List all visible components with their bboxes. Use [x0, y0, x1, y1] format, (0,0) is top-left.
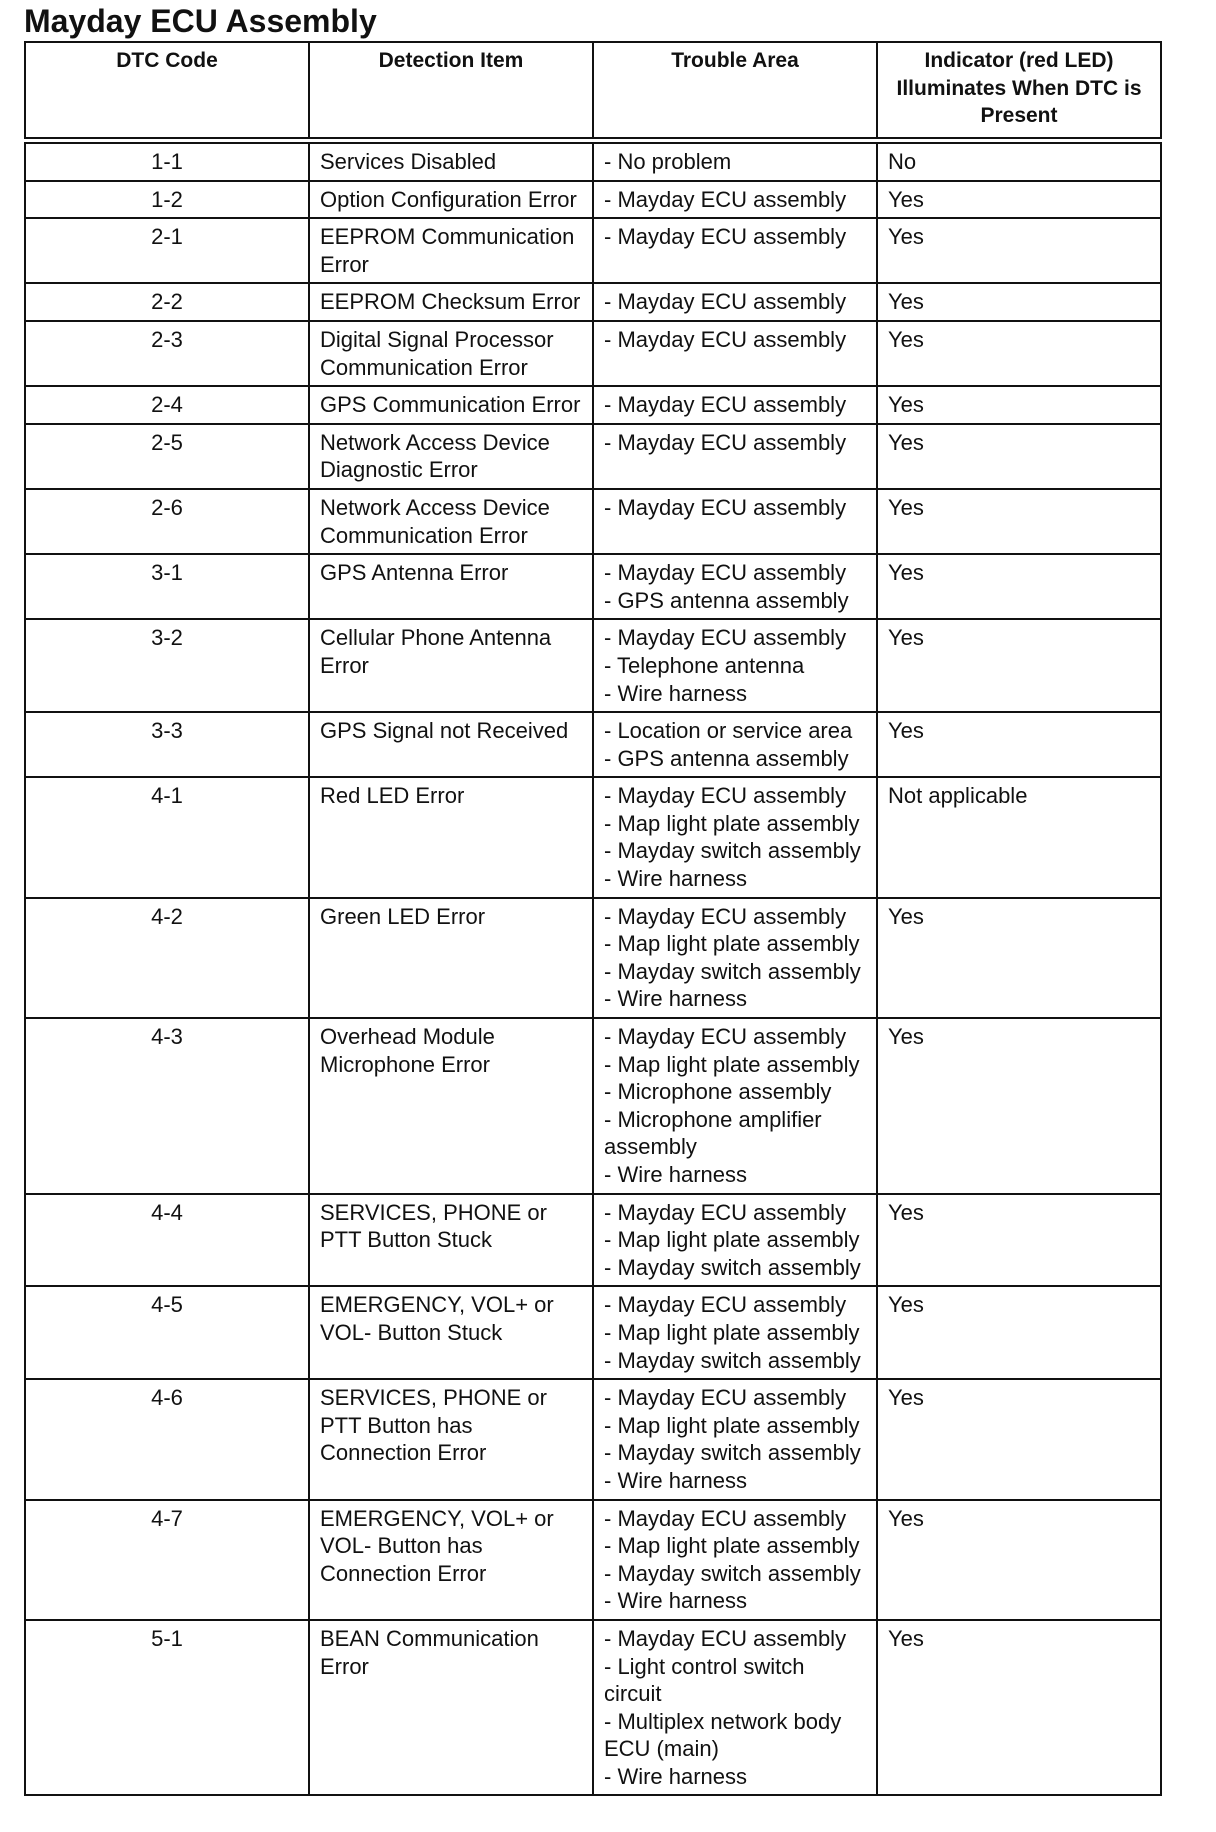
indicator-cell: No [877, 141, 1161, 181]
indicator-cell: Yes [877, 1379, 1161, 1499]
trouble-area-cell [593, 1194, 877, 1287]
trouble-area-cell [593, 386, 877, 424]
trouble-area-cell [593, 619, 877, 712]
trouble-area-line: - Mayday ECU assembly [604, 429, 847, 455]
trouble-area-cell [593, 321, 877, 386]
dtc-code-cell: 2-3 [25, 321, 309, 386]
detection-item-cell: SERVICES, PHONE or PTT Button has Connection Error [309, 1379, 593, 1499]
indicator-cell: Yes [877, 1194, 1161, 1287]
detection-item-cell: Red LED Error [309, 777, 593, 897]
trouble-area-line: - Microphone amplifier assembly [604, 1106, 822, 1160]
document-title: Mayday ECU Assembly [24, 3, 377, 39]
dtc-code-cell: 4-3 [25, 1018, 309, 1194]
trouble-area-line: - Mayday ECU assembly [604, 186, 847, 212]
column-header-detection-item: Detection Item [309, 42, 593, 141]
dtc-code-cell: 4-1 [25, 777, 309, 897]
table-row [25, 1018, 1161, 1194]
trouble-area-line: - Map light plate assembly [604, 810, 860, 836]
trouble-area-line: - Wire harness [604, 1467, 748, 1493]
table-row [25, 1500, 1161, 1620]
trouble-area-line: - Mayday ECU assembly [604, 1505, 847, 1531]
indicator-cell: Yes [877, 898, 1161, 1018]
trouble-area-line: - Map light plate assembly [604, 1533, 860, 1559]
trouble-area-line: - Mayday ECU assembly [604, 494, 847, 520]
trouble-area-line: - Map light plate assembly [604, 1051, 860, 1077]
trouble-area-line: - Mayday switch assembly [604, 1254, 861, 1280]
trouble-area-line: - Wire harness [604, 1763, 748, 1789]
indicator-cell: Yes [877, 321, 1161, 386]
dtc-table [24, 41, 1162, 1796]
table-row [25, 1194, 1161, 1287]
trouble-area-line: - Map light plate assembly [604, 1227, 860, 1253]
dtc-code-cell: 5-1 [25, 1620, 309, 1796]
table-row [25, 141, 1161, 181]
dtc-code-cell: 2-1 [25, 218, 309, 283]
trouble-area-line: - Mayday ECU assembly [604, 625, 847, 651]
trouble-area-cell [593, 898, 877, 1018]
table-header-row [25, 42, 1161, 141]
table-row [25, 489, 1161, 554]
trouble-area-line: - GPS antenna assembly [604, 745, 849, 771]
table-row [25, 321, 1161, 386]
column-header-indicator: Indicator (red LED) Illuminates When DTC is Present [877, 42, 1161, 141]
dtc-code-cell: 1-2 [25, 181, 309, 219]
table-row [25, 424, 1161, 489]
trouble-area-line: - Wire harness [604, 680, 748, 706]
dtc-code-cell: 4-6 [25, 1379, 309, 1499]
trouble-area-line: - Mayday switch assembly [604, 1440, 861, 1466]
dtc-code-cell: 3-3 [25, 712, 309, 777]
table-row [25, 283, 1161, 321]
trouble-area-line: - Mayday ECU assembly [604, 560, 847, 586]
trouble-area-cell [593, 712, 877, 777]
detection-item-cell: Network Access Device Communication Error [309, 489, 593, 554]
detection-item-cell: GPS Signal not Received [309, 712, 593, 777]
trouble-area-cell [593, 181, 877, 219]
detection-item-cell: EMERGENCY, VOL+ or VOL- Button has Connection Error [309, 1500, 593, 1620]
trouble-area-line: - Mayday ECU assembly [604, 224, 847, 250]
dtc-code-cell: 4-4 [25, 1194, 309, 1287]
table-row [25, 619, 1161, 712]
indicator-cell: Yes [877, 489, 1161, 554]
trouble-area-cell [593, 1500, 877, 1620]
table-row [25, 1379, 1161, 1499]
dtc-code-cell: 2-5 [25, 424, 309, 489]
detection-item-cell: Option Configuration Error [309, 181, 593, 219]
table-row [25, 712, 1161, 777]
column-header-dtc-code: DTC Code [25, 42, 309, 141]
trouble-area-line: - Map light plate assembly [604, 931, 860, 957]
table-row [25, 218, 1161, 283]
trouble-area-line: - Microphone assembly [604, 1079, 832, 1105]
trouble-area-line: - Wire harness [604, 1162, 748, 1187]
detection-item-cell: EEPROM Communication Error [309, 218, 593, 283]
indicator-cell: Not applicable [877, 777, 1161, 897]
indicator-cell: Yes [877, 1286, 1161, 1379]
indicator-cell: Yes [877, 712, 1161, 777]
trouble-area-cell [593, 554, 877, 619]
detection-item-cell: Network Access Device Diagnostic Error [309, 424, 593, 489]
trouble-area-line: - Mayday ECU assembly [604, 1199, 847, 1225]
detection-item-cell: GPS Antenna Error [309, 554, 593, 619]
trouble-area-cell [593, 1286, 877, 1379]
trouble-area-line: - Mayday ECU assembly [604, 1024, 847, 1050]
trouble-area-line: - Mayday ECU assembly [604, 1625, 847, 1651]
trouble-area-cell [593, 1018, 877, 1194]
table-row [25, 1286, 1161, 1379]
indicator-cell: Yes [877, 619, 1161, 712]
trouble-area-line: - Mayday ECU assembly [604, 1385, 847, 1411]
trouble-area-line: - Telephone antenna [604, 652, 805, 678]
table-row [25, 554, 1161, 619]
table-body [25, 141, 1161, 1796]
trouble-area-line: - Wire harness [604, 1588, 748, 1614]
dtc-code-cell: 3-2 [25, 619, 309, 712]
indicator-cell: Yes [877, 181, 1161, 219]
dtc-code-cell: 2-2 [25, 283, 309, 321]
indicator-cell: Yes [877, 218, 1161, 283]
detection-item-cell: BEAN Communication Error [309, 1620, 593, 1796]
indicator-cell: Yes [877, 386, 1161, 424]
trouble-area-cell [593, 218, 877, 283]
trouble-area-cell [593, 141, 877, 181]
dtc-code-cell: 2-6 [25, 489, 309, 554]
trouble-area-line: - Mayday ECU assembly [604, 392, 847, 418]
trouble-area-cell [593, 1620, 877, 1796]
trouble-area-line: - Light control switch circuit [604, 1653, 805, 1707]
trouble-area-line: - Wire harness [604, 986, 748, 1012]
indicator-cell: Yes [877, 1500, 1161, 1620]
dtc-code-cell: 4-5 [25, 1286, 309, 1379]
trouble-area-line: - Mayday ECU assembly [604, 903, 847, 929]
detection-item-cell: GPS Communication Error [309, 386, 593, 424]
trouble-area-line: - Mayday ECU assembly [604, 783, 847, 809]
trouble-area-cell [593, 489, 877, 554]
trouble-area-line: - No problem [604, 149, 732, 174]
detection-item-cell: Cellular Phone Antenna Error [309, 619, 593, 712]
detection-item-cell: EEPROM Checksum Error [309, 283, 593, 321]
trouble-area-line: - Mayday switch assembly [604, 1560, 861, 1586]
trouble-area-line: - Map light plate assembly [604, 1412, 860, 1438]
detection-item-cell: Overhead Module Microphone Error [309, 1018, 593, 1194]
trouble-area-cell [593, 1379, 877, 1499]
table-row [25, 898, 1161, 1018]
detection-item-cell: Digital Signal Processor Communication Error [309, 321, 593, 386]
indicator-cell: Yes [877, 1018, 1161, 1194]
column-header-trouble-area: Trouble Area [593, 42, 877, 141]
trouble-area-line: - Map light plate assembly [604, 1319, 860, 1345]
trouble-area-line: - Mayday switch assembly [604, 1347, 861, 1373]
detection-item-cell: EMERGENCY, VOL+ or VOL- Button Stuck [309, 1286, 593, 1379]
trouble-area-line: - Wire harness [604, 866, 748, 892]
indicator-cell: Yes [877, 554, 1161, 619]
table-row [25, 386, 1161, 424]
trouble-area-line: - Mayday ECU assembly [604, 1292, 847, 1318]
indicator-cell: Yes [877, 283, 1161, 321]
trouble-area-cell [593, 777, 877, 897]
detection-item-cell: Green LED Error [309, 898, 593, 1018]
indicator-cell: Yes [877, 424, 1161, 489]
trouble-area-line: - Mayday switch assembly [604, 958, 861, 984]
trouble-area-line: - Mayday switch assembly [604, 838, 861, 864]
trouble-area-cell [593, 424, 877, 489]
trouble-area-line: - GPS antenna assembly [604, 587, 849, 613]
trouble-area-line: - Multiplex network body ECU (main) [604, 1708, 842, 1762]
trouble-area-line: - Location or service area [604, 718, 853, 744]
trouble-area-line: - Mayday ECU assembly [604, 289, 847, 315]
table-row [25, 1620, 1161, 1796]
table-row [25, 181, 1161, 219]
trouble-area-line: - Mayday ECU assembly [604, 326, 847, 352]
table-row [25, 777, 1161, 897]
dtc-code-cell: 4-7 [25, 1500, 309, 1620]
dtc-code-cell: 3-1 [25, 554, 309, 619]
dtc-code-cell: 4-2 [25, 898, 309, 1018]
detection-item-cell: SERVICES, PHONE or PTT Button Stuck [309, 1194, 593, 1287]
trouble-area-cell [593, 283, 877, 321]
dtc-code-cell: 1-1 [25, 141, 309, 181]
dtc-code-cell: 2-4 [25, 386, 309, 424]
indicator-cell: Yes [877, 1620, 1161, 1796]
detection-item-cell: Services Disabled [309, 141, 593, 181]
